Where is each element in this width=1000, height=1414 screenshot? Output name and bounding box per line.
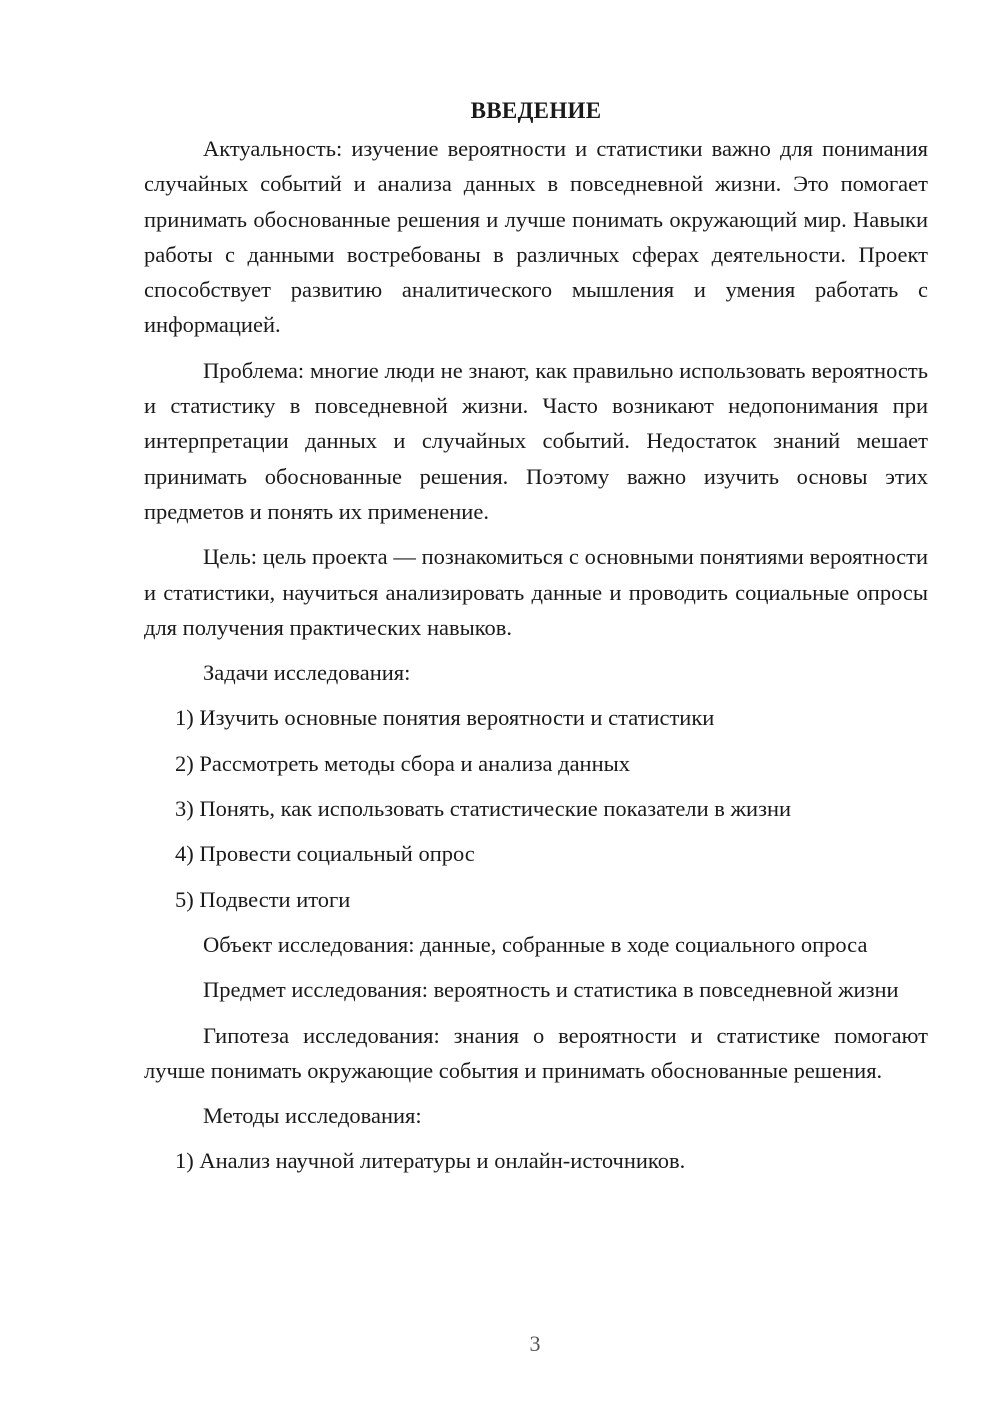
task-item-4: 4) Провести социальный опрос — [175, 841, 475, 867]
methods-heading: Методы исследования: — [203, 1103, 422, 1129]
task-item-3: 3) Понять, как использовать статистические показатели в жизни — [175, 796, 792, 822]
goal-paragraph: Цель: цель проекта — познакомиться с основными понятиями вероятности и статистики, научиться анализировать данные и проводить социальные опросы для получения практических навыков. — [144, 544, 928, 640]
relevance-paragraph: Актуальность: изучение вероятности и статистики важно для понимания случайных событий и анализа данных в повседневной жизни. Это помогает принимать обоснованные решения и лучше понимать окружающий мир. Навыки работы с данными востребованы в различных сферах деятельности. Проект способствует развитию аналитического мышления и умения работать с информацией. — [144, 136, 928, 338]
hypothesis-paragraph: Гипотеза исследования: знания о вероятности и статистике помогают лучше понимать окружающие события и принимать обоснованные решения. — [144, 1022, 928, 1083]
task-item-1: 1) Изучить основные понятия вероятности и статистики — [175, 705, 715, 731]
page-title: ВВЕДЕНИЕ — [470, 98, 602, 123]
method-item-1: 1) Анализ научной литературы и онлайн-источников. — [175, 1148, 686, 1174]
tasks-heading: Задачи исследования: — [203, 660, 411, 686]
document-page — [144, 93, 928, 1189]
object-paragraph: Объект исследования: данные, собранные в ходе социального опроса — [203, 931, 868, 957]
page-number: 3 — [529, 1331, 541, 1356]
task-item-2: 2) Рассмотреть методы сбора и анализа данных — [175, 750, 630, 776]
problem-paragraph: Проблема: многие люди не знают, как правильно использовать вероятность и статистику в повседневной жизни. Часто возникают недопонимания при интерпретации данных и случайных событий. Недостаток знаний мешает принимать обоснованные решения. Поэтому важно изучить основы этих предметов и понять их применение. — [144, 357, 928, 524]
subject-paragraph: Предмет исследования: вероятность и статистика в повседневной жизни — [203, 977, 899, 1003]
task-item-5: 5) Подвести итоги — [175, 886, 351, 912]
